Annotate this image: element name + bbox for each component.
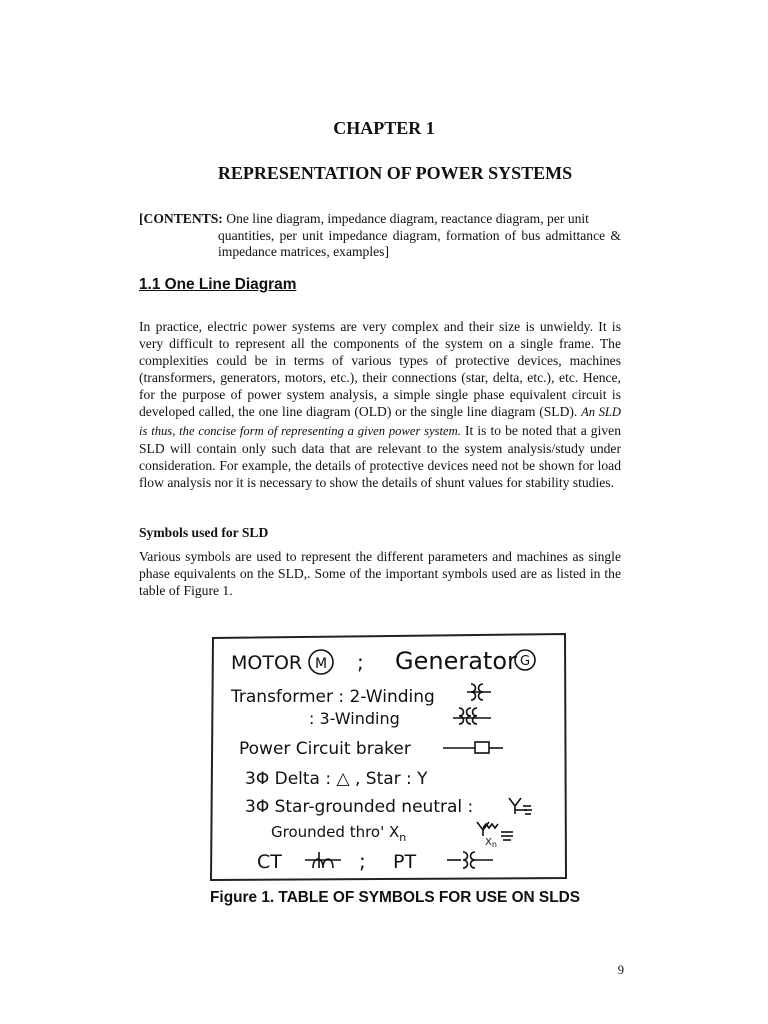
contents-lead: [CONTENTS: [139, 211, 223, 226]
figure-row-ct: CT [257, 851, 282, 873]
generator-symbol-label: G [519, 654, 531, 669]
transformer-2w-symbol [467, 684, 491, 700]
figure-row-motor: MOTOR [231, 652, 303, 674]
paragraph-text-1: In practice, electric power systems are very complex and their size is unwieldy. It is very difficult to represent all the components of the system on a single frame. The complexities could be in terms of various types of protective devices, machines (transformers, generators, motors, etc.), their connections (star, delta, etc.), etc. Hence, for the purpose of power system analysis, a simple single phase equivalent circuit is developed called, the one line diagram (OLD) or the single line diagram (SLD). [139, 319, 621, 420]
circuit-breaker-symbol [443, 742, 503, 753]
figure-row-grounded-xn [271, 823, 406, 844]
contents-first-text: One line diagram, impedance diagram, reactance diagram, per unit [226, 211, 589, 226]
figure-row-pt: PT [393, 851, 417, 873]
contents-first-line [139, 211, 621, 228]
ct-symbol [305, 852, 341, 868]
paragraph-italic-text: An SLD is thus, the concise form of representing a given power system. [139, 405, 621, 438]
page-title: REPRESENTATION OF POWER SYSTEMS [217, 163, 573, 183]
figure-row-generator: Generator [395, 647, 517, 675]
grounded-xn-symbol [477, 822, 513, 840]
pt-symbol [447, 852, 493, 868]
figure-row-transformer-2w: Transformer : 2-Winding [231, 687, 435, 707]
symbols-paragraph: Various symbols are used to represent the different parameters and machines as single phase equivalents on the SLD,. Some of the important symbols used are as listed in the table of Figure 1. [139, 549, 621, 599]
figure-row-delta-star: 3Φ Delta : △ , Star : Y [245, 769, 428, 789]
xn-symbol-label: X [485, 837, 492, 848]
symbols-subheading: Symbols used for SLD [139, 525, 269, 540]
figure-caption: Figure 1. TABLE OF SYMBOLS FOR USE ON SLDS [210, 889, 580, 906]
one-line-diagram-paragraph [139, 318, 621, 491]
figure-row-transformer-3w: : 3-Winding [309, 709, 400, 728]
symbols-figure-drawing [209, 632, 567, 881]
xn-symbol-sub: n [491, 840, 497, 849]
motor-symbol-label: M [314, 656, 328, 672]
figure-row-ct-separator: ; [359, 849, 366, 873]
transformer-3w-symbol [453, 708, 491, 724]
symbols-figure [209, 632, 567, 881]
grounded-xn-text: Grounded thro' X [271, 823, 400, 841]
figure-row-star-grounded: 3Φ Star-grounded neutral : [245, 797, 474, 817]
paragraph-text-2: It is to be noted that a given SLD will contain only such data that are relevant to the system analysis/study under consideration. For example, the details of protective devices need not be shown for load flow analysis nor it is necessary to show the details of shunt values for stability studies. [139, 422, 621, 490]
chapter-title: CHAPTER 1 [333, 118, 435, 138]
page-number: 9 [617, 963, 624, 977]
contents-rest: quantities, per unit impedance diagram, formation of bus admittance & impedance matrices, examples] [218, 227, 621, 260]
grounded-xn-symbol-label [485, 837, 497, 849]
contents-block [139, 211, 621, 261]
grounded-xn-subscript: n [399, 831, 407, 844]
figure-row-motor-separator: ; [357, 650, 364, 674]
star-grounded-symbol [509, 798, 532, 814]
figure-row-circuit-breaker: Power Circuit braker [239, 739, 411, 759]
section-heading: 1.1 One Line Diagram [139, 276, 297, 293]
